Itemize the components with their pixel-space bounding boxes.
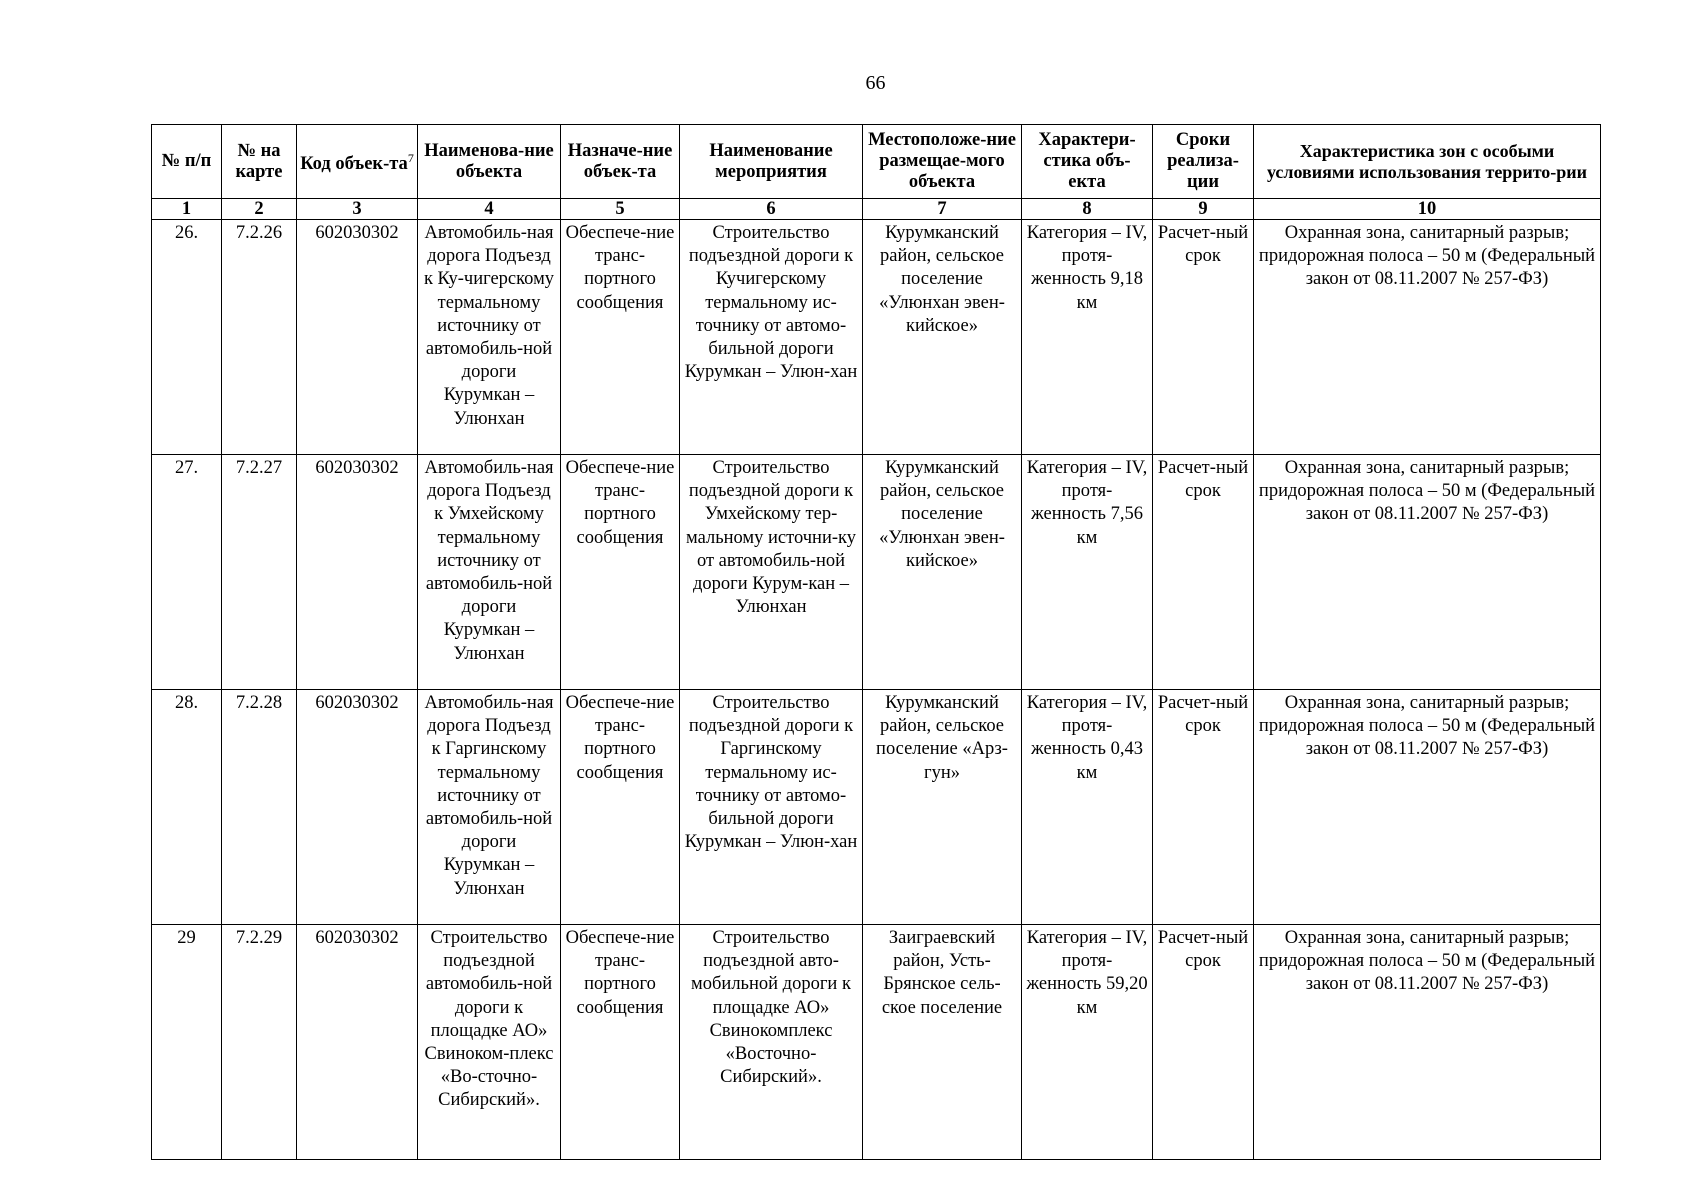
object-name: Автомобиль-ная дорога Подъезд к Ку-чигерскому термальному источнику от автомобиль-ной дороги Курумкан – Улюнхан (418, 220, 561, 455)
column-number: 10 (1254, 199, 1601, 220)
implementation-term: Расчет-ный срок (1153, 455, 1254, 690)
object-location: Курумканский район, сельское поселение «Улюнхан эвен-кийское» (863, 455, 1022, 690)
map-number: 7.2.27 (222, 455, 297, 690)
header-cell (297, 125, 418, 199)
header-row (152, 125, 1601, 199)
object-name: Автомобиль-ная дорога Подъезд к Гаргинскому термальному источнику от автомобиль-ной дороги Курумкан – Улюнхан (418, 690, 561, 925)
header-cell: Назначе-ние объек-та (561, 125, 680, 199)
object-code: 602030302 (297, 455, 418, 690)
header-cell: № на карте (222, 125, 297, 199)
object-purpose: Обеспече-ние транс-портного сообщения (561, 690, 680, 925)
header-cell: Характеристика зон с особыми условиями использования террито-рии (1254, 125, 1601, 199)
object-name: Автомобиль-ная дорога Подъезд к Умхейскому термальному источнику от автомобиль-ной дороги Курумкан – Улюнхан (418, 455, 561, 690)
special-zones: Охранная зона, санитарный разрыв; придорожная полоса – 50 м (Федеральный закон от 08.11.2007 № 257-ФЗ) (1254, 220, 1601, 455)
column-number: 4 (418, 199, 561, 220)
object-location: Заиграевский район, Усть-Брянское сель-ское поселение (863, 925, 1022, 1160)
object-name: Строительство подъездной автомобиль-ной дороги к площадке АО» Свиноком-плекс «Во-сточно-Сибирский». (418, 925, 561, 1160)
implementation-term: Расчет-ный срок (1153, 690, 1254, 925)
object-location: Курумканский район, сельское поселение «Улюнхан эвен-кийское» (863, 220, 1022, 455)
object-code: 602030302 (297, 925, 418, 1160)
implementation-term: Расчет-ный срок (1153, 220, 1254, 455)
column-number: 1 (152, 199, 222, 220)
objects-table (151, 124, 1601, 1160)
column-number: 6 (680, 199, 863, 220)
map-number: 7.2.26 (222, 220, 297, 455)
object-characteristic: Категория – IV, протя-женность 59,20 км (1022, 925, 1153, 1160)
map-number: 7.2.28 (222, 690, 297, 925)
column-number: 5 (561, 199, 680, 220)
object-code: 602030302 (297, 690, 418, 925)
object-code: 602030302 (297, 220, 418, 455)
special-zones: Охранная зона, санитарный разрыв; придорожная полоса – 50 м (Федеральный закон от 08.11.2007 № 257-ФЗ) (1254, 455, 1601, 690)
object-characteristic: Категория – IV, протя-женность 7,56 км (1022, 455, 1153, 690)
measure-name: Строительство подъездной дороги к Кучигерскому термальному ис-точнику от автомо-бильной дороги Курумкан – Улюн-хан (680, 220, 863, 455)
row-number: 29 (152, 925, 222, 1160)
table-row (152, 220, 1601, 455)
row-number: 28. (152, 690, 222, 925)
measure-name: Строительство подъездной авто-мобильной дороги к площадке АО» Свинокомплекс «Восточно-Сибирский». (680, 925, 863, 1160)
object-purpose: Обеспече-ние транс-портного сообщения (561, 220, 680, 455)
table-row (152, 925, 1601, 1160)
row-number: 27. (152, 455, 222, 690)
object-location: Курумканский район, сельское поселение «Арз-гун» (863, 690, 1022, 925)
object-purpose: Обеспече-ние транс-портного сообщения (561, 455, 680, 690)
object-characteristic: Категория – IV, протя-женность 9,18 км (1022, 220, 1153, 455)
column-number: 2 (222, 199, 297, 220)
row-number: 26. (152, 220, 222, 455)
column-number: 7 (863, 199, 1022, 220)
header-cell: Сроки реализа-ции (1153, 125, 1254, 199)
footnote-marker: 7 (407, 150, 414, 165)
measure-name: Строительство подъездной дороги к Гаргинскому термальному ис-точнику от автомо-бильной дороги Курумкан – Улюн-хан (680, 690, 863, 925)
special-zones: Охранная зона, санитарный разрыв; придорожная полоса – 50 м (Федеральный закон от 08.11.2007 № 257-ФЗ) (1254, 690, 1601, 925)
measure-name: Строительство подъездной дороги к Умхейскому тер-мальному источни-ку от автомобиль-ной дороги Курум-кан – Улюнхан (680, 455, 863, 690)
page-number: 66 (865, 72, 886, 94)
table-row (152, 690, 1601, 925)
column-number: 8 (1022, 199, 1153, 220)
header-cell: Характери-стика объ-екта (1022, 125, 1153, 199)
header-cell: Наименование мероприятия (680, 125, 863, 199)
header-cell-text: Код объек-та (300, 154, 408, 175)
object-characteristic: Категория – IV, протя-женность 0,43 км (1022, 690, 1153, 925)
column-number: 3 (297, 199, 418, 220)
header-cell: Наименова-ние объекта (418, 125, 561, 199)
column-number: 9 (1153, 199, 1254, 220)
header-cell: Местоположе-ние размещае-мого объекта (863, 125, 1022, 199)
column-number-row (152, 199, 1601, 220)
map-number: 7.2.29 (222, 925, 297, 1160)
table-row (152, 455, 1601, 690)
header-cell: № п/п (152, 125, 222, 199)
object-purpose: Обеспече-ние транс-портного сообщения (561, 925, 680, 1160)
implementation-term: Расчет-ный срок (1153, 925, 1254, 1160)
special-zones: Охранная зона, санитарный разрыв; придорожная полоса – 50 м (Федеральный закон от 08.11.2007 № 257-ФЗ) (1254, 925, 1601, 1160)
